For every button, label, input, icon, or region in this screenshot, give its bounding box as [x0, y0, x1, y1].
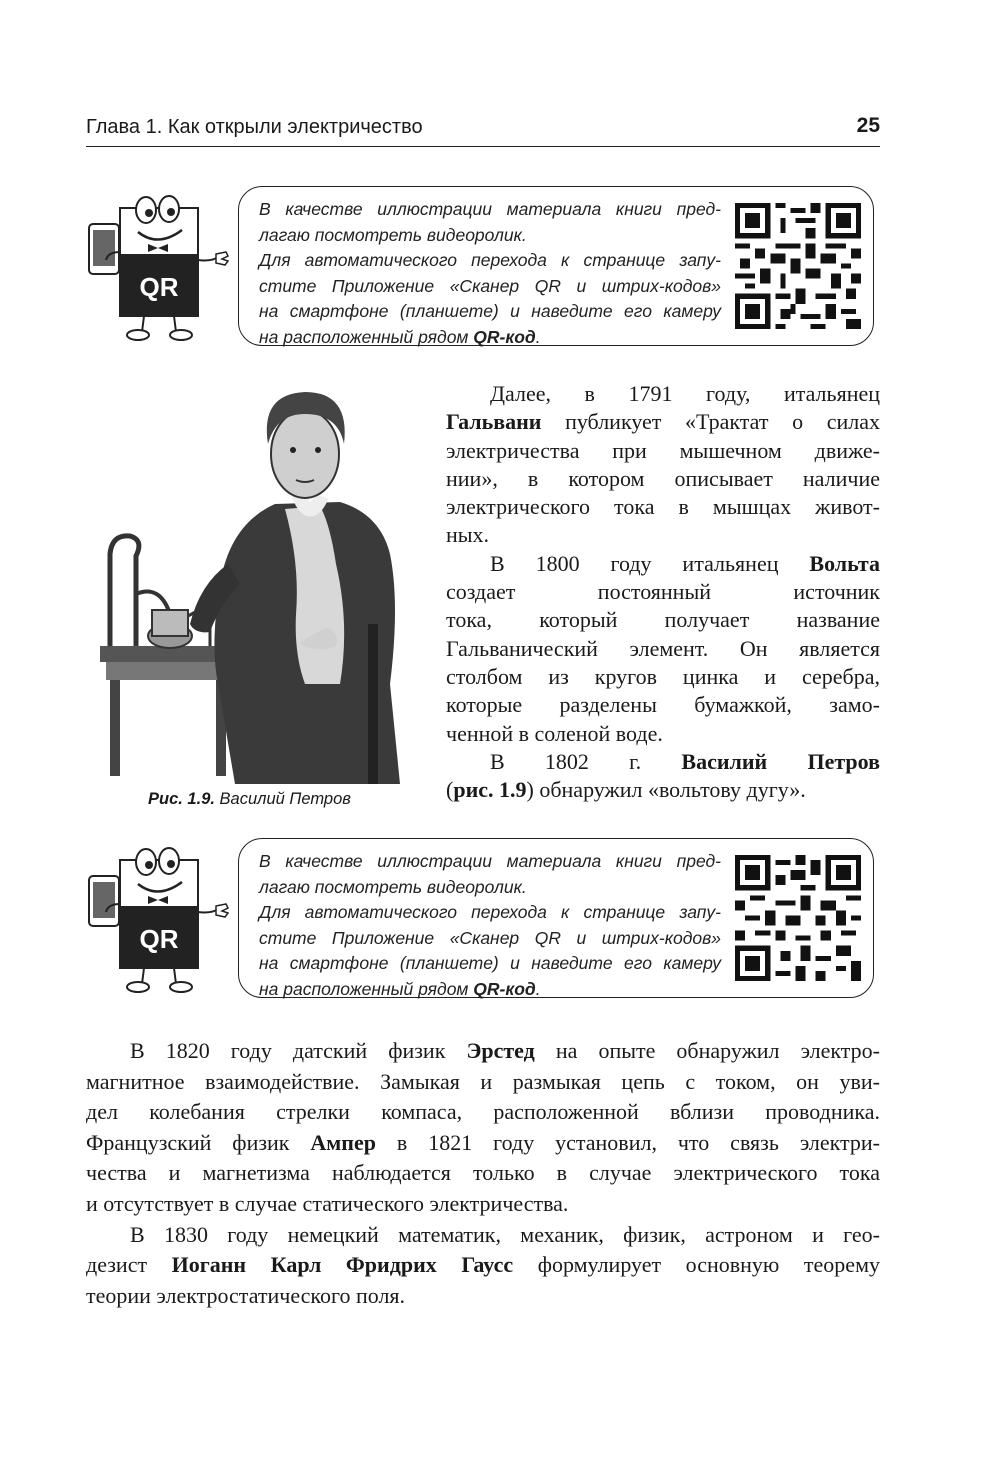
text-line: Далее, в 1791 году, итальянец	[490, 381, 880, 406]
text-line: В 1800 году итальянец Вольта	[490, 550, 880, 576]
qr-note-line: стите Приложение «Сканер QR и штрих-кодов»	[259, 275, 721, 296]
mascot-label: QR	[139, 272, 179, 302]
text-line: нии», в котором описывает наличие	[446, 465, 880, 491]
text-line: дел колебания стрелки компаса, расположенной вблизи проводника.	[86, 1099, 880, 1125]
text-line: которые разделены бумажкой, замо-	[446, 692, 880, 718]
qr-note-line: на смартфоне (планшете) и наведите его камеру	[259, 301, 721, 321]
mascot-label: QR	[139, 924, 179, 954]
figure-reference: рис. 1.9	[453, 777, 527, 803]
qr-note-line: лагаю посмотреть видеоролик.	[259, 224, 527, 245]
text-line: Французский физик Ампер в 1821 году установил, что связь электри-	[86, 1129, 880, 1155]
text-line: ченной в соленой воде.	[446, 720, 663, 746]
text-line: столбом из кругов цинка и серебра,	[446, 663, 880, 689]
main-body-text	[86, 1036, 880, 1311]
text-line: В 1830 году немецкий математик, механик, физик, астроном и гео-	[130, 1221, 880, 1247]
running-header	[86, 112, 880, 147]
text-line: дезист Иоганн Карл Фридрих Гаусс формулирует основную теорему	[86, 1252, 880, 1278]
name-galvani: Гальвани	[446, 409, 542, 435]
qr-note-box	[86, 834, 882, 1004]
text-line: и отсутствует в случае статического электричества.	[86, 1190, 569, 1216]
text-line: (рис. 1.9) обнаружил «вольтову дугу».	[446, 777, 806, 803]
qr-code-term: QR-код	[473, 326, 536, 347]
page-number: 25	[856, 114, 880, 137]
qr-note-box	[86, 182, 882, 352]
qr-note-line: В качестве иллюстрации материала книги пред-	[259, 199, 721, 219]
name-gauss: Иоганн Карл Фридрих Гаусс	[171, 1252, 514, 1278]
qr-code-icon[interactable]	[735, 855, 861, 981]
qr-note-line: на расположенный рядом QR-код.	[259, 978, 541, 999]
qr-note-line: В качестве иллюстрации материала книги пред-	[259, 851, 721, 871]
qr-note-line: лагаю посмотреть видеоролик.	[259, 876, 527, 897]
text-line: В 1820 году датский физик Эрстед на опыте обнаружил электро-	[130, 1038, 880, 1063]
text-line: Гальванический элемент. Он является	[446, 635, 880, 661]
qr-note-frame	[238, 838, 874, 998]
qr-mascot-icon	[86, 182, 236, 352]
qr-note-text	[259, 849, 721, 1002]
text-line: магнитное взаимодействие. Замыкая и размыкая цепь с током, он уви-	[86, 1068, 880, 1094]
text-line: чества и магнетизма наблюдается только в случае электрического тока	[86, 1160, 880, 1186]
qr-note-line: Для автоматического перехода к странице запу-	[259, 250, 721, 270]
qr-code-term: QR-код	[473, 978, 536, 999]
qr-note-line: Для автоматического перехода к странице запу-	[259, 902, 721, 922]
qr-mascot-icon	[86, 834, 236, 1004]
name-petrov: Василий Петров	[681, 748, 880, 774]
qr-note-text	[259, 197, 721, 350]
qr-note-line: стите Приложение «Сканер QR и штрих-кодов»	[259, 927, 721, 948]
qr-code-icon[interactable]	[735, 203, 861, 329]
qr-note-frame	[238, 186, 874, 346]
figure-caption: Рис. 1.9. Василий Петров	[148, 790, 351, 808]
text-line: тока, который получает название	[446, 607, 880, 633]
text-line: электрического тока в мышцах живот-	[446, 494, 880, 520]
text-line: ных.	[446, 522, 490, 548]
name-ampere: Ампер	[310, 1129, 376, 1155]
qr-note-line: на расположенный рядом QR-код.	[259, 326, 541, 347]
name-oersted: Эрстед	[466, 1038, 535, 1063]
text-line: Гальвани публикует «Трактат о силах	[446, 409, 880, 435]
figure-portrait-image	[100, 384, 410, 784]
name-volta: Вольта	[809, 550, 880, 576]
chapter-title: Глава 1. Как открыли электричество	[86, 116, 423, 138]
text-line: В 1802 г. Василий Петров	[490, 748, 880, 774]
text-line: создает постоянный источник	[446, 579, 880, 605]
text-line: теории электростатического поля.	[86, 1282, 406, 1308]
side-body-text	[446, 380, 880, 804]
text-line: электричества при мышечном движе-	[446, 437, 880, 463]
qr-note-line: на смартфоне (планшете) и наведите его камеру	[259, 953, 721, 973]
